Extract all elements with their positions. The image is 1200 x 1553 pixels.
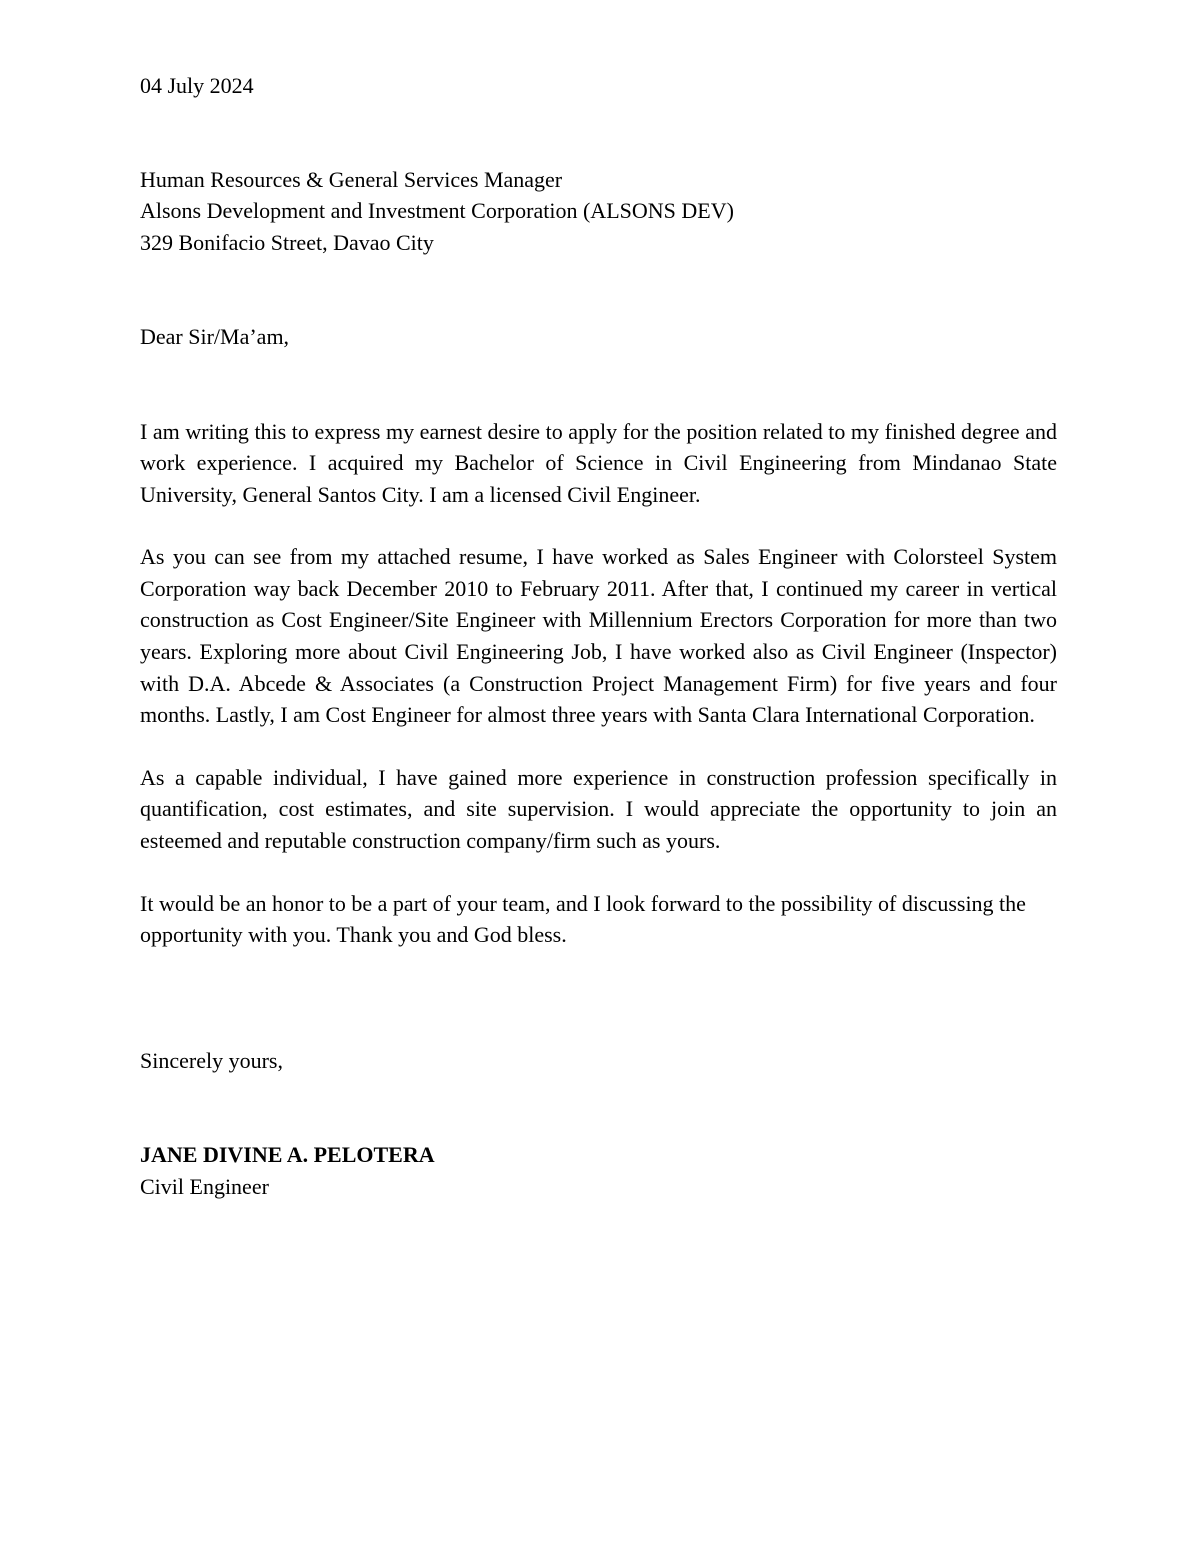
recipient-title: Human Resources & General Services Manager — [140, 166, 563, 192]
letter-date: 04 July 2024 — [140, 73, 254, 98]
body-paragraph-4: It would be an honor to be a part of your team, and I look forward to the possibility of discussing the opportunity with you. Thank you and God bless. — [140, 890, 1026, 948]
recipient-company: Alsons Development and Investment Corporation (ALSONS DEV) — [140, 198, 734, 223]
signer-title: Civil Engineer — [140, 1173, 269, 1199]
salutation: Dear Sir/Ma’am, — [140, 324, 290, 349]
recipient-block — [140, 164, 1057, 259]
recipient-address: 329 Bonifacio Street, Davao City — [140, 229, 434, 255]
letter-page — [140, 70, 1057, 1202]
signature-block — [140, 1139, 1057, 1202]
body-paragraph-2: As you can see from my attached resume, I have worked as Sales Engineer with Colorsteel System Corporation way back December 2010 to February 2011. After that, I continued my career in vertical construction as Cost Engineer/Site Engineer with Millennium Erectors Corporation for more than two years. Exploring more about Civil Engineering Job, I have worked also as Civil Engineer (Inspector) with D.A. Abcede & Associates (a Construction Project Management Firm) for five years and four months. Lastly, I am Cost Engineer for almost three years with Santa Clara International Corporation. — [140, 544, 1057, 728]
body-paragraph-1: I am writing this to express my earnest desire to apply for the position related to my finished degree and work experience. I acquired my Bachelor of Science in Civil Engineering from Mindanao State University, General Santos City. I am a licensed Civil Engineer. — [140, 418, 1057, 507]
signer-name: JANE DIVINE A. PELOTERA — [140, 1142, 435, 1168]
closing: Sincerely yours, — [140, 1047, 283, 1073]
body-paragraph-3: As a capable individual, I have gained more experience in construction profession specifically in quantification, cost estimates, and site supervision. I would appreciate the opportunity to join an esteemed and reputable construction company/firm such as yours. — [140, 764, 1057, 854]
